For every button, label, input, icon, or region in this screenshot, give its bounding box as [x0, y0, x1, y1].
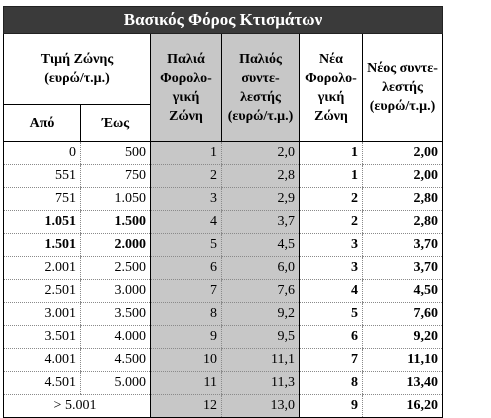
cell-from: 1.051	[4, 211, 81, 234]
cell-new-coef: 2,80	[363, 188, 443, 211]
cell-new-zone: 2	[300, 211, 363, 234]
cell-from: 751	[4, 188, 81, 211]
cell-from: 2.501	[4, 280, 81, 303]
header-new-zone-label: Νέα Φορολο- γική Ζώνη	[305, 51, 357, 124]
table-row	[4, 165, 443, 188]
cell-to: 3.500	[81, 303, 151, 326]
cell-new-coef: 16,20	[363, 395, 443, 418]
cell-new-coef: 2,80	[363, 211, 443, 234]
cell-old-coef: 11,1	[222, 349, 300, 372]
header-new-coef-label: Νέος συντε- λεστής (ευρώ/τ.μ.)	[367, 61, 438, 114]
tax-table	[3, 6, 443, 418]
header-old-zone	[151, 34, 222, 142]
cell-new-zone: 1	[300, 142, 363, 165]
cell-old-coef: 11,3	[222, 372, 300, 395]
cell-to: 2.500	[81, 257, 151, 280]
table-row	[4, 372, 443, 395]
cell-from: 3.501	[4, 326, 81, 349]
header-new-zone	[300, 34, 363, 142]
cell-new-zone: 8	[300, 372, 363, 395]
cell-old-zone: 8	[151, 303, 222, 326]
cell-to: 1.050	[81, 188, 151, 211]
cell-old-coef: 4,5	[222, 234, 300, 257]
cell-old-coef: 13,0	[222, 395, 300, 418]
cell-old-zone: 11	[151, 372, 222, 395]
cell-new-coef: 3,70	[363, 234, 443, 257]
table-title: Βασικός Φόρος Κτισμάτων	[4, 7, 443, 34]
cell-new-zone: 3	[300, 257, 363, 280]
cell-new-zone: 6	[300, 326, 363, 349]
cell-new-coef: 4,50	[363, 280, 443, 303]
cell-from: 551	[4, 165, 81, 188]
cell-to: 4.500	[81, 349, 151, 372]
cell-from: 4.501	[4, 372, 81, 395]
header-to: Έως	[81, 105, 151, 142]
header-new-coef	[363, 34, 443, 142]
cell-from: 1.501	[4, 234, 81, 257]
table-row	[4, 349, 443, 372]
cell-from: 4.001	[4, 349, 81, 372]
header-from: Από	[4, 105, 81, 142]
table-row	[4, 234, 443, 257]
cell-old-coef: 3,7	[222, 211, 300, 234]
cell-new-coef: 3,70	[363, 257, 443, 280]
cell-old-coef: 6,0	[222, 257, 300, 280]
cell-old-coef: 2,0	[222, 142, 300, 165]
cell-old-coef: 9,2	[222, 303, 300, 326]
header-zone-price	[4, 34, 151, 105]
cell-to: 1.500	[81, 211, 151, 234]
cell-old-zone: 3	[151, 188, 222, 211]
cell-old-zone: 10	[151, 349, 222, 372]
cell-new-coef: 11,10	[363, 349, 443, 372]
cell-old-coef: 9,5	[222, 326, 300, 349]
cell-from: 2.001	[4, 257, 81, 280]
cell-new-zone: 7	[300, 349, 363, 372]
table-row	[4, 395, 443, 418]
cell-new-coef: 9,20	[363, 326, 443, 349]
table-body	[4, 142, 443, 418]
cell-from: 3.001	[4, 303, 81, 326]
cell-new-zone: 5	[300, 303, 363, 326]
table-row	[4, 257, 443, 280]
cell-new-zone: 2	[300, 188, 363, 211]
cell-old-zone: 12	[151, 395, 222, 418]
cell-new-zone: 9	[300, 395, 363, 418]
cell-old-coef: 2,9	[222, 188, 300, 211]
cell-to: 4.000	[81, 326, 151, 349]
cell-new-coef: 2,00	[363, 142, 443, 165]
header-row-1	[4, 34, 443, 105]
header-old-coef	[222, 34, 300, 142]
cell-to: 500	[81, 142, 151, 165]
cell-new-coef: 7,60	[363, 303, 443, 326]
cell-from: > 5.001	[4, 395, 151, 418]
cell-to: 750	[81, 165, 151, 188]
cell-new-zone: 4	[300, 280, 363, 303]
header-old-coef-label: Παλιός συντε- λεστής (ευρώ/τ.μ.)	[227, 51, 294, 124]
cell-old-zone: 9	[151, 326, 222, 349]
cell-new-coef: 13,40	[363, 372, 443, 395]
header-old-zone-label: Παλιά Φορολο- γική Ζώνη	[160, 51, 212, 124]
table-row	[4, 188, 443, 211]
cell-from: 0	[4, 142, 81, 165]
title-row	[4, 7, 443, 34]
table-row	[4, 280, 443, 303]
cell-new-zone: 1	[300, 165, 363, 188]
table-row	[4, 142, 443, 165]
cell-old-zone: 5	[151, 234, 222, 257]
cell-old-zone: 6	[151, 257, 222, 280]
cell-new-zone: 3	[300, 234, 363, 257]
cell-old-zone: 4	[151, 211, 222, 234]
cell-to: 5.000	[81, 372, 151, 395]
cell-old-coef: 7,6	[222, 280, 300, 303]
header-zone-price-label: Τιμή Ζώνης (ευρώ/τ.μ.)	[40, 52, 114, 86]
table-row	[4, 326, 443, 349]
cell-old-zone: 2	[151, 165, 222, 188]
cell-old-zone: 7	[151, 280, 222, 303]
cell-old-coef: 2,8	[222, 165, 300, 188]
cell-old-zone: 1	[151, 142, 222, 165]
table-row	[4, 303, 443, 326]
cell-new-coef: 2,00	[363, 165, 443, 188]
table-row	[4, 211, 443, 234]
cell-to: 2.000	[81, 234, 151, 257]
cell-to: 3.000	[81, 280, 151, 303]
